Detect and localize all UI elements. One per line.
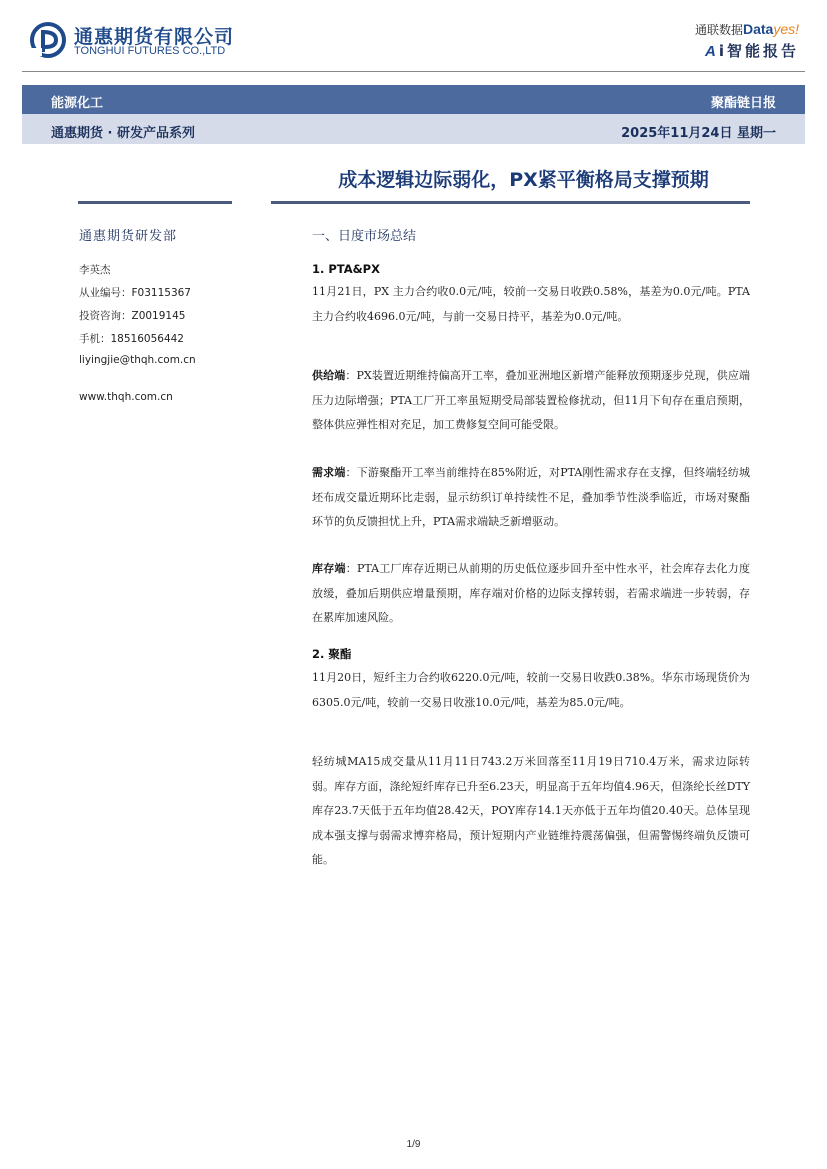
pta-heading: 1. PTA&PX [312,262,380,276]
polyester-summary: 11月20日，短纤主力合约收6220.0元/吨，较前一交易日收跌0.38%。华东市场现货价为6305.0元/吨，较前一交易日收涨10.0元/吨，基差为85.0元/吨。 [312,671,750,709]
ai-report-label: i智能报告 [718,42,799,60]
series-label: 通惠期货 · 研发产品系列 [51,126,195,141]
datayes-prefix: 通联数据 [694,23,743,37]
inventory-paragraph [312,557,750,631]
author-email: liyingjie@thqh.com.cn [79,354,196,366]
company-website: www.thqh.com.cn [79,391,173,403]
sector-banner [22,85,805,114]
department-name: 通惠期货研发部 [79,229,178,244]
series-banner [22,114,805,144]
datayes-data: Data [742,21,774,37]
report-date: 2025年11月24日 星期一 [621,126,776,141]
page-number: 1/9 [406,1139,421,1150]
phone-number: 18516056442 [110,333,184,345]
pta-summary: 11月21日，PX 主力合约收0.0元/吨，较前一交易日收跌0.58%，基差为0.0元/吨。PTA 主力合约收4696.0元/吨，与前一交易日持平，基差为0.0元/吨。 [312,285,750,323]
ai-a-glyph: A [705,43,719,60]
demand-text: ：下游聚酯开工率当前维持在85%附近，对PTA刚性需求存在支撑，但终端轻纺城坯布成交量近期环比走弱，显示纺织订单持续性不足，叠加季节性淡季临近，市场对聚酯环节的负反馈担忧上升，PTA需求端缺乏新增驱动。 [312,466,751,528]
polyester-analysis: 轻纺城MA15成交量从11月11日743.2万米回落至11月19日710.4万米，需求边际转弱。库存方面，涤纶短纤库存已升至6.23天，明显高于五年均值4.96天，但涤纶长丝DTY库存23.7天低于五年均值28.42天，POY库存14.1天亦低于五年均值20.40天。总体呈现成本强支撑与弱需求博弈格局，预计短期内产业链维持震荡偏强，但需警惕终端负反馈可能。 [312,755,750,866]
supply-text: ：PX装置近期维持偏高开工率，叠加亚洲地区新增产能释放预期逐步兑现，供应端压力边际增强；PTA工厂开工率虽短期受局部装置检修扰动，但11月下旬存在重启预期，整体供应弹性相对充足，加工费修复空间可能受限。 [312,369,751,431]
sector-label: 能源化工 [51,96,104,111]
datayes-yes: yes! [773,21,799,37]
demand-paragraph [312,461,750,535]
company-logo-icon [30,22,66,58]
license-number: F03115367 [131,287,191,299]
demand-label: 需求端 [312,466,346,479]
sidebar-title-rule [78,201,232,204]
main-title-rule [271,201,750,204]
inventory-label: 库存端 [312,562,346,575]
report-title: 成本逻辑边际弱化，PX紧平衡格局支撑预期 [338,169,709,191]
consult-number: Z0019145 [131,310,186,322]
license-label: 从业编号： [79,287,132,299]
polyester-heading: 2. 聚酯 [312,647,352,661]
inventory-text: ：PTA工厂库存近期已从前期的历史低位逐步回升至中性水平，社会库存去化力度放缓，叠加后期供应增量预期，库存端对价格的边际支撑转弱，若需求端进一步转弱，存在累库加速风险。 [312,562,751,624]
consult-line [79,308,185,323]
company-name-en: TONGHUI FUTURES CO.,LTD [74,45,226,57]
company-name-cn: 通惠期货有限公司 [74,26,235,48]
supply-paragraph [312,364,750,438]
consult-label: 投资咨询： [79,310,132,322]
datayes-brand [695,21,799,38]
section-title: 一、日度市场总结 [312,229,417,244]
license-line [79,285,191,300]
supply-label: 供给端 [312,369,346,382]
phone-line [79,331,184,346]
ai-report-badge [705,40,799,61]
phone-label: 手机： [79,333,111,345]
report-type-label: 聚酯链日报 [710,96,776,111]
header-divider [22,71,805,72]
author-name: 李英杰 [79,264,111,276]
